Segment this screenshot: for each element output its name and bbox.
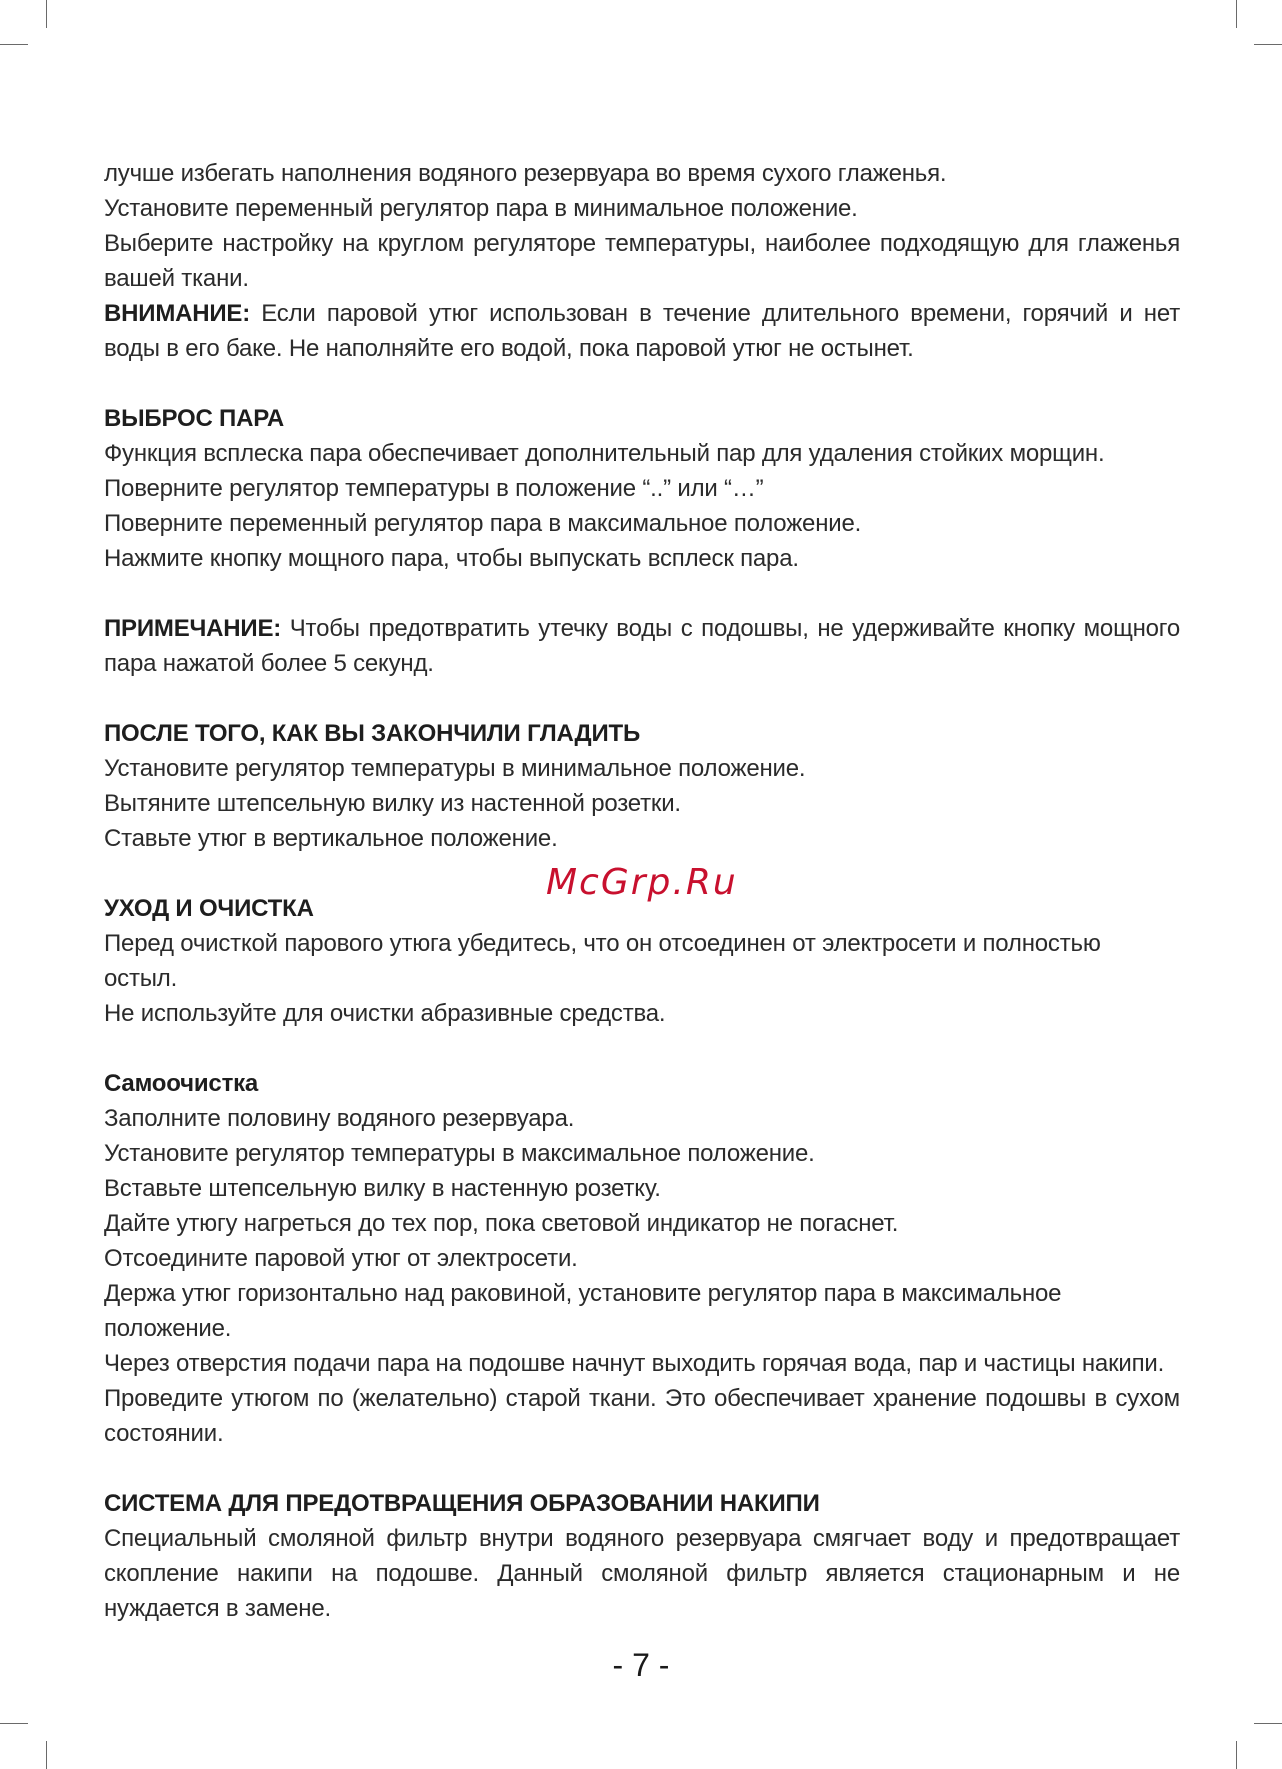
warning-paragraph <box>104 296 1180 366</box>
crop-mark-top-right <box>1236 0 1237 28</box>
watermark-logo: McGrp.Ru <box>546 862 738 903</box>
crop-mark-bottom-left <box>46 1741 47 1769</box>
steam-burst-line: Нажмите кнопку мощного пара, чтобы выпускать всплеск пара. <box>104 545 799 572</box>
note-label: ПРИМЕЧАНИЕ: <box>104 615 282 642</box>
section-title-anti-calc: СИСТЕМА ДЛЯ ПРЕДОТВРАЩЕНИЯ ОБРАЗОВАНИИ НАКИПИ <box>104 1490 820 1517</box>
warning-text: Если паровой утюг использован в течение длительного времени, горячий и нет воды в его баке. Не наполняйте его водой, пока паровой утюг не остынет. <box>104 300 1180 362</box>
care-line: Перед очисткой парового утюга убедитесь, что он отсоединен от электросети и полностью остыл. <box>104 930 1101 992</box>
crop-mark-top-left-h <box>0 44 28 45</box>
page-number: - 7 - <box>612 1647 670 1683</box>
care-line: Не используйте для очистки абразивные средства. <box>104 1000 666 1027</box>
steam-burst-line: Функция всплеска пара обеспечивает дополнительный пар для удаления стойких морщин. <box>104 440 1105 467</box>
after-ironing-line: Установите регулятор температуры в минимальное положение. <box>104 755 806 782</box>
steam-burst-line: Поверните регулятор температуры в положение “..” или “…” <box>104 475 764 502</box>
self-clean-line: Заполните половину водяного резервуара. <box>104 1105 575 1132</box>
intro-line-2: Установите переменный регулятор пара в минимальное положение. <box>104 195 858 222</box>
self-clean-line: Дайте утюгу нагреться до тех пор, пока световой индикатор не погаснет. <box>104 1210 899 1237</box>
section-title-steam-burst: ВЫБРОС ПАРА <box>104 405 285 432</box>
note-paragraph <box>104 611 1180 681</box>
self-clean-line: Установите регулятор температуры в максимальное положение. <box>104 1140 815 1167</box>
section-title-after-ironing: ПОСЛЕ ТОГО, КАК ВЫ ЗАКОНЧИЛИ ГЛАДИТЬ <box>104 720 640 747</box>
self-clean-line: Отсоедините паровой утюг от электросети. <box>104 1245 578 1272</box>
intro-line-1: лучше избегать наполнения водяного резервуара во время сухого глаженья. <box>104 160 947 187</box>
after-ironing-line: Вытяните штепсельную вилку из настенной розетки. <box>104 790 681 817</box>
after-ironing-line: Ставьте утюг в вертикальное положение. <box>104 825 558 852</box>
self-clean-line: Вставьте штепсельную вилку в настенную розетку. <box>104 1175 661 1202</box>
note-text: Чтобы предотвратить утечку воды с подошвы, не удерживайте кнопку мощного пара нажатой более 5 секунд. <box>104 615 1180 677</box>
section-title-self-clean: Самоочистка <box>104 1070 259 1097</box>
self-clean-line: Держа утюг горизонтально над раковиной, установите регулятор пара в максимальное положение. <box>104 1280 1062 1342</box>
crop-mark-bottom-right-h <box>1254 1723 1282 1724</box>
crop-mark-bottom-right <box>1236 1741 1237 1769</box>
self-clean-line: Проведите утюгом по (желательно) старой ткани. Это обеспечивает хранение подошвы в сухом состоянии. <box>104 1385 1180 1447</box>
crop-mark-top-left <box>46 0 47 28</box>
steam-burst-line: Поверните переменный регулятор пара в максимальное положение. <box>104 510 862 537</box>
anti-calc-paragraph: Специальный смоляной фильтр внутри водяного резервуара смягчает воду и предотвращает скопление накипи на подошве. Данный смоляной фильтр является стационарным и не нуждается в замене. <box>104 1525 1180 1622</box>
crop-mark-top-right-h <box>1254 44 1282 45</box>
self-clean-line: Через отверстия подачи пара на подошве начнут выходить горячая вода, пар и частицы накипи. <box>104 1350 1165 1377</box>
intro-line-3: Выберите настройку на круглом регуляторе температуры, наиболее подходящую для глаженья вашей ткани. <box>104 230 1180 292</box>
crop-mark-bottom-left-h <box>0 1723 28 1724</box>
section-title-care: УХОД И ОЧИСТКА <box>104 895 314 922</box>
warning-label: ВНИМАНИЕ: <box>104 300 251 327</box>
